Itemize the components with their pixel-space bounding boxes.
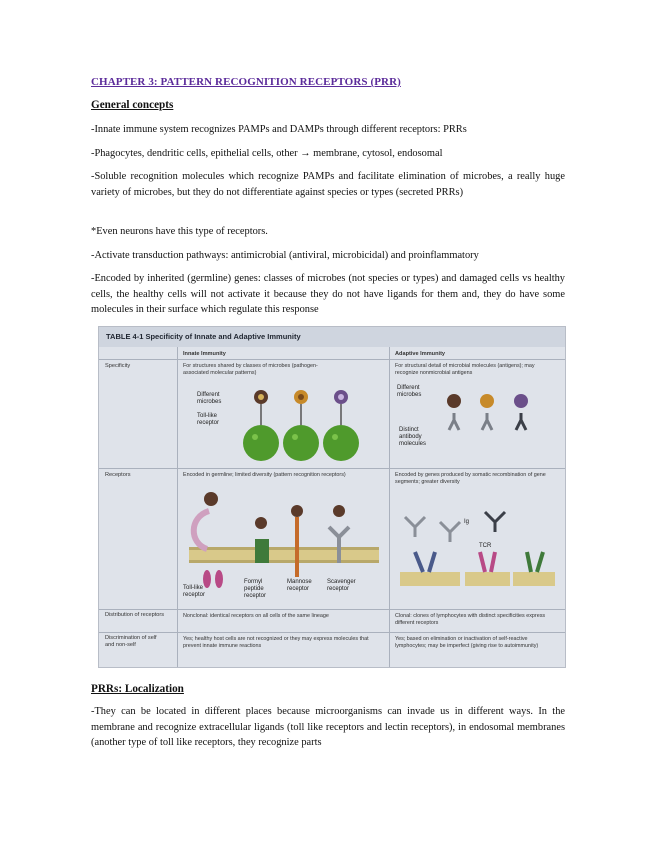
microbe-icon xyxy=(333,505,345,517)
microbe-icon xyxy=(254,390,268,404)
ig-icon xyxy=(405,517,425,537)
innate-cells-illustration xyxy=(239,385,379,465)
row-divider xyxy=(99,468,565,469)
microbe-icon xyxy=(255,517,267,529)
microbe-icon xyxy=(291,505,303,517)
tcr-icon xyxy=(415,552,435,572)
column-divider xyxy=(389,347,390,667)
label-formyl-peptide: Formyl peptide receptor xyxy=(244,579,267,599)
microbe-icon xyxy=(447,394,461,408)
cell-adaptive-distribution: Clonal: clones of lymphocytes with distinct specificities express different receptors xyxy=(395,613,546,626)
antibody-icon xyxy=(482,413,492,430)
paragraph-3: -Soluble recognition molecules which recognize PAMPs and facilitate elimination of microbes, a really huge variety of microbes, but they do not differentiate against species or types (secreted PRRs) xyxy=(91,171,565,198)
toll-like-receptor-icon xyxy=(194,511,209,549)
microbe-icon xyxy=(204,492,218,506)
membrane-bar xyxy=(465,572,510,586)
row-label-specificity: Specificity xyxy=(105,363,131,369)
paragraph-5: -Activate transduction pathways: antimicrobial (antiviral, microbicidal) and proinflammatory xyxy=(91,250,479,261)
table-figure xyxy=(98,326,566,668)
label-toll-like-receptor-2: Toll-like receptor xyxy=(183,585,206,598)
green-cell-icon xyxy=(323,425,359,461)
ig-icon xyxy=(485,512,505,532)
paragraph-1: -Innate immune system recognizes PAMPs and DAMPs through different receptors: PRRs xyxy=(91,124,467,135)
microbe-icon xyxy=(514,394,528,408)
adaptive-antibody-illustration xyxy=(439,385,559,445)
paragraph-4: *Even neurons have this type of receptors. xyxy=(91,226,268,237)
label-mannose: Mannose receptor xyxy=(287,579,312,592)
label-distinct-antibody: Distinct antibody molecules xyxy=(399,427,427,447)
column-header-innate: Innate Immunity xyxy=(183,351,226,357)
cell-innate-specificity: For structures shared by classes of microbes (pathogen-associated molecular patterns) xyxy=(183,363,318,376)
row-label-distribution: Distribution of receptors xyxy=(105,612,165,618)
chapter-title: CHAPTER 3: PATTERN RECOGNITION RECEPTORS (PRR) xyxy=(91,76,401,88)
figure-title: TABLE 4-1 Specificity of Innate and Adaptive Immunity xyxy=(106,332,301,341)
membrane-bar xyxy=(400,572,460,586)
column-header-adaptive: Adaptive Immunity xyxy=(395,351,446,357)
cell-adaptive-discrimination: Yes; based on elimination or inactivation of self-reactive lymphocytes; may be imperfect (giving rise to autoimmunity) xyxy=(395,636,539,649)
green-cell-icon xyxy=(243,425,279,461)
row-label-discrimination: Discrimination of self and non-self xyxy=(105,635,157,648)
antibody-icon xyxy=(516,413,526,430)
column-divider xyxy=(177,347,178,667)
row-divider xyxy=(99,359,565,360)
ig-icon xyxy=(440,522,460,542)
microbe-icon xyxy=(294,390,308,404)
label-scavenger: Scavenger receptor xyxy=(327,579,356,592)
row-label-receptors: Receptors xyxy=(105,472,131,478)
tcr-icon xyxy=(480,552,495,572)
label-different-microbes-innate: Different microbes xyxy=(197,392,222,405)
section-heading-prrs-localization: PRRs: Localization xyxy=(91,683,184,695)
antibody-icon xyxy=(449,413,459,430)
label-ig: Ig xyxy=(464,519,470,525)
row-divider xyxy=(99,609,565,610)
cell-adaptive-receptors: Encoded by genes produced by somatic recombination of gene segments; greater diversity xyxy=(395,472,546,485)
label-toll-like-receptor: Toll-like receptor xyxy=(197,413,220,426)
cell-adaptive-specificity: For structural detail of microbial molecules (antigens); may recognize nonmicrobial antigens xyxy=(395,363,535,376)
paragraph-6: -Encoded by inherited (germline) genes: classes of microbes (not species or types) and damaged cells vs healthy cells, the healthy cells will not activate it because they do not have ligands for them and, they do have some molecules in their surface which regulate this response xyxy=(91,273,565,315)
paragraph-2: -Phagocytes, dendritic cells, epithelial cells, other → membrane, cytosol, endosomal xyxy=(91,148,443,159)
label-tcr: TCR xyxy=(479,543,492,549)
cell-innate-receptors: Encoded in germline; limited diversity (pattern recognition receptors) xyxy=(183,472,346,478)
cell-innate-discrimination: Yes; healthy host cells are not recognized or they may express molecules that prevent innate immune reactions xyxy=(183,636,369,649)
label-different-microbes-adaptive: Different microbes xyxy=(397,385,422,398)
green-cell-icon xyxy=(283,425,319,461)
adaptive-receptors-illustration xyxy=(395,497,560,605)
paragraph-localization: -They can be located in different places because microorganisms can invade us in different ways. In the membrane and recognize extracellular ligands (toll like receptors and lectin receptors), in endosomal membranes (another type of toll like receptors, they recognize parts xyxy=(91,706,565,748)
cell-innate-distribution: Nonclonal: identical receptors on all cells of the same lineage xyxy=(183,613,329,619)
formyl-peptide-receptor-icon xyxy=(255,539,269,563)
tcr-icon xyxy=(527,552,543,572)
section-heading-general-concepts: General concepts xyxy=(91,99,174,111)
row-divider xyxy=(99,632,565,633)
microbe-icon xyxy=(480,394,494,408)
membrane-bar xyxy=(513,572,555,586)
microbe-icon xyxy=(334,390,348,404)
